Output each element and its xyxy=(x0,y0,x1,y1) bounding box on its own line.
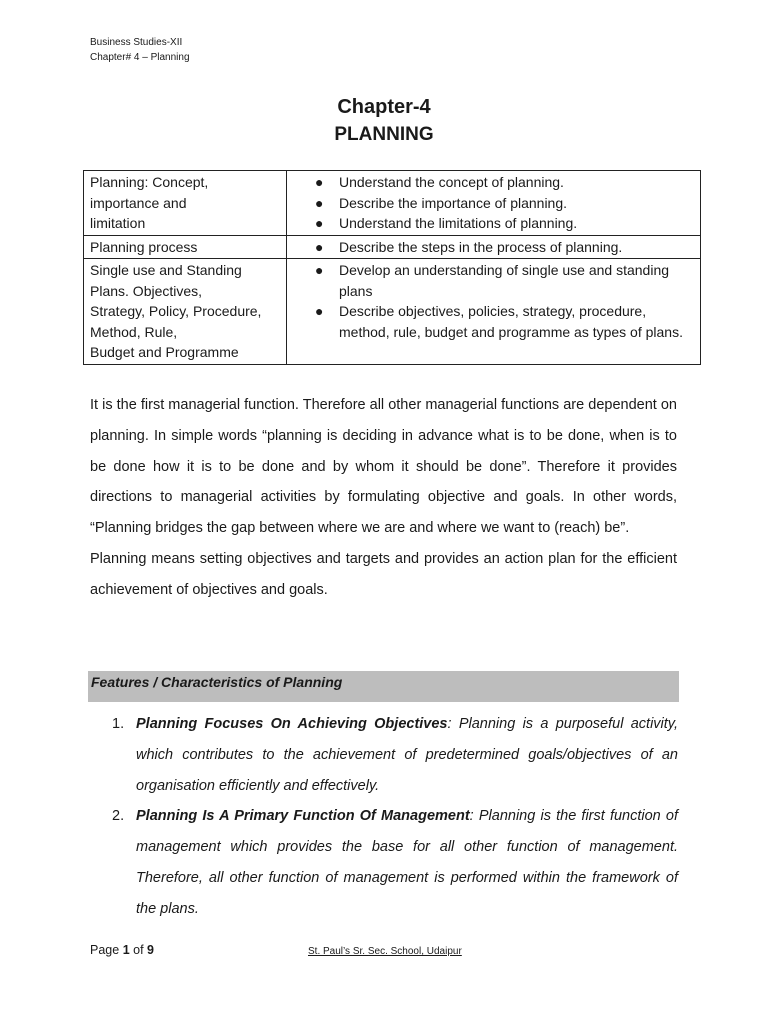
topic-cell xyxy=(84,259,287,365)
intro-paragraph-1: It is the first managerial function. Therefore all other managerial functions are dependent on planning. In simple words “planning is deciding in advance what is to be done, when is to be done how it is to be done and by whom it should be done”. Therefore it provides directions to managerial activities by formulating objective and goals. In other words, “Planning bridges the gap between where we are and where we want to (reach) be”. xyxy=(90,397,677,537)
feature-text: : Planning is the first function of management which provides the base for all other function of management. Therefore, all other function of management is performed within the framework of the plans. xyxy=(136,808,678,917)
learning-objectives-table xyxy=(83,170,701,365)
page-number: Page 1 of 9 xyxy=(90,943,154,957)
objective-item: ● Describe the steps in the process of planning. xyxy=(339,237,694,258)
objective-item: ● Describe the importance of planning. xyxy=(339,193,694,214)
bullet-icon: ● xyxy=(315,262,324,278)
chapter-title xyxy=(0,93,768,149)
objective-item: ● Develop an understanding of single use and standing plans xyxy=(315,262,670,299)
chapter-name: PLANNING xyxy=(334,124,434,145)
list-item xyxy=(90,709,678,801)
feature-title: Planning Is A Primary Function Of Management xyxy=(136,808,470,825)
objectives-cell xyxy=(287,259,701,365)
bullet-icon: ● xyxy=(315,174,324,190)
intro-section xyxy=(90,390,677,606)
page-header xyxy=(90,35,190,65)
topic-line: limitation xyxy=(90,215,146,231)
table-row xyxy=(84,171,701,236)
topic-line: Plans. Objectives, xyxy=(90,282,203,299)
feature-text: : Planning is a purposeful activity, which contributes to the achievement of predetermined goals/objectives of an organisation efficiently and effectively. xyxy=(136,716,678,794)
topic-line: Method, Rule, xyxy=(90,323,178,340)
feature-title: Planning Focuses On Achieving Objectives xyxy=(136,716,448,732)
list-item xyxy=(90,801,678,924)
features-heading: Features / Characteristics of Planning xyxy=(88,671,679,702)
topic-line: Strategy, Policy, Procedure, xyxy=(90,303,262,319)
objective-item: ● Describe objectives, policies, strategy, procedure, method, rule, budget and programme as types of plans. xyxy=(315,303,683,340)
item-number: 1. xyxy=(112,716,125,732)
topic-line: Planning: Concept, xyxy=(90,174,209,190)
table-row xyxy=(84,259,701,365)
intro-paragraph-2: Planning means setting objectives and targets and provides an action plan for the efficient achievement of objectives and goals. xyxy=(90,550,677,598)
objectives-cell xyxy=(287,235,701,259)
features-list xyxy=(90,709,678,925)
bullet-icon: ● xyxy=(315,194,324,211)
topic-cell xyxy=(84,235,287,259)
topic-line: Budget and Programme xyxy=(90,344,239,360)
topic-line: importance and xyxy=(90,194,187,211)
topic-line: Single use and Standing xyxy=(90,262,242,278)
objective-item: ● Understand the concept of planning. xyxy=(339,172,694,193)
chapter-number: Chapter-4 xyxy=(337,96,431,118)
item-number: 2. xyxy=(112,808,125,825)
topic-cell xyxy=(84,171,287,236)
table-row xyxy=(84,235,701,259)
bullet-icon: ● xyxy=(315,215,324,231)
header-subject: Business Studies-XII xyxy=(90,37,183,48)
bullet-icon: ● xyxy=(315,238,324,255)
objectives-cell xyxy=(287,171,701,236)
bullet-icon: ● xyxy=(315,303,324,319)
topic-line: Planning process xyxy=(90,238,198,255)
school-name: St. Paul’s Sr. Sec. School, Udaipur xyxy=(308,946,462,957)
header-chapter: Chapter# 4 – Planning xyxy=(90,52,190,63)
objective-item: ● Understand the limitations of planning. xyxy=(339,213,694,234)
